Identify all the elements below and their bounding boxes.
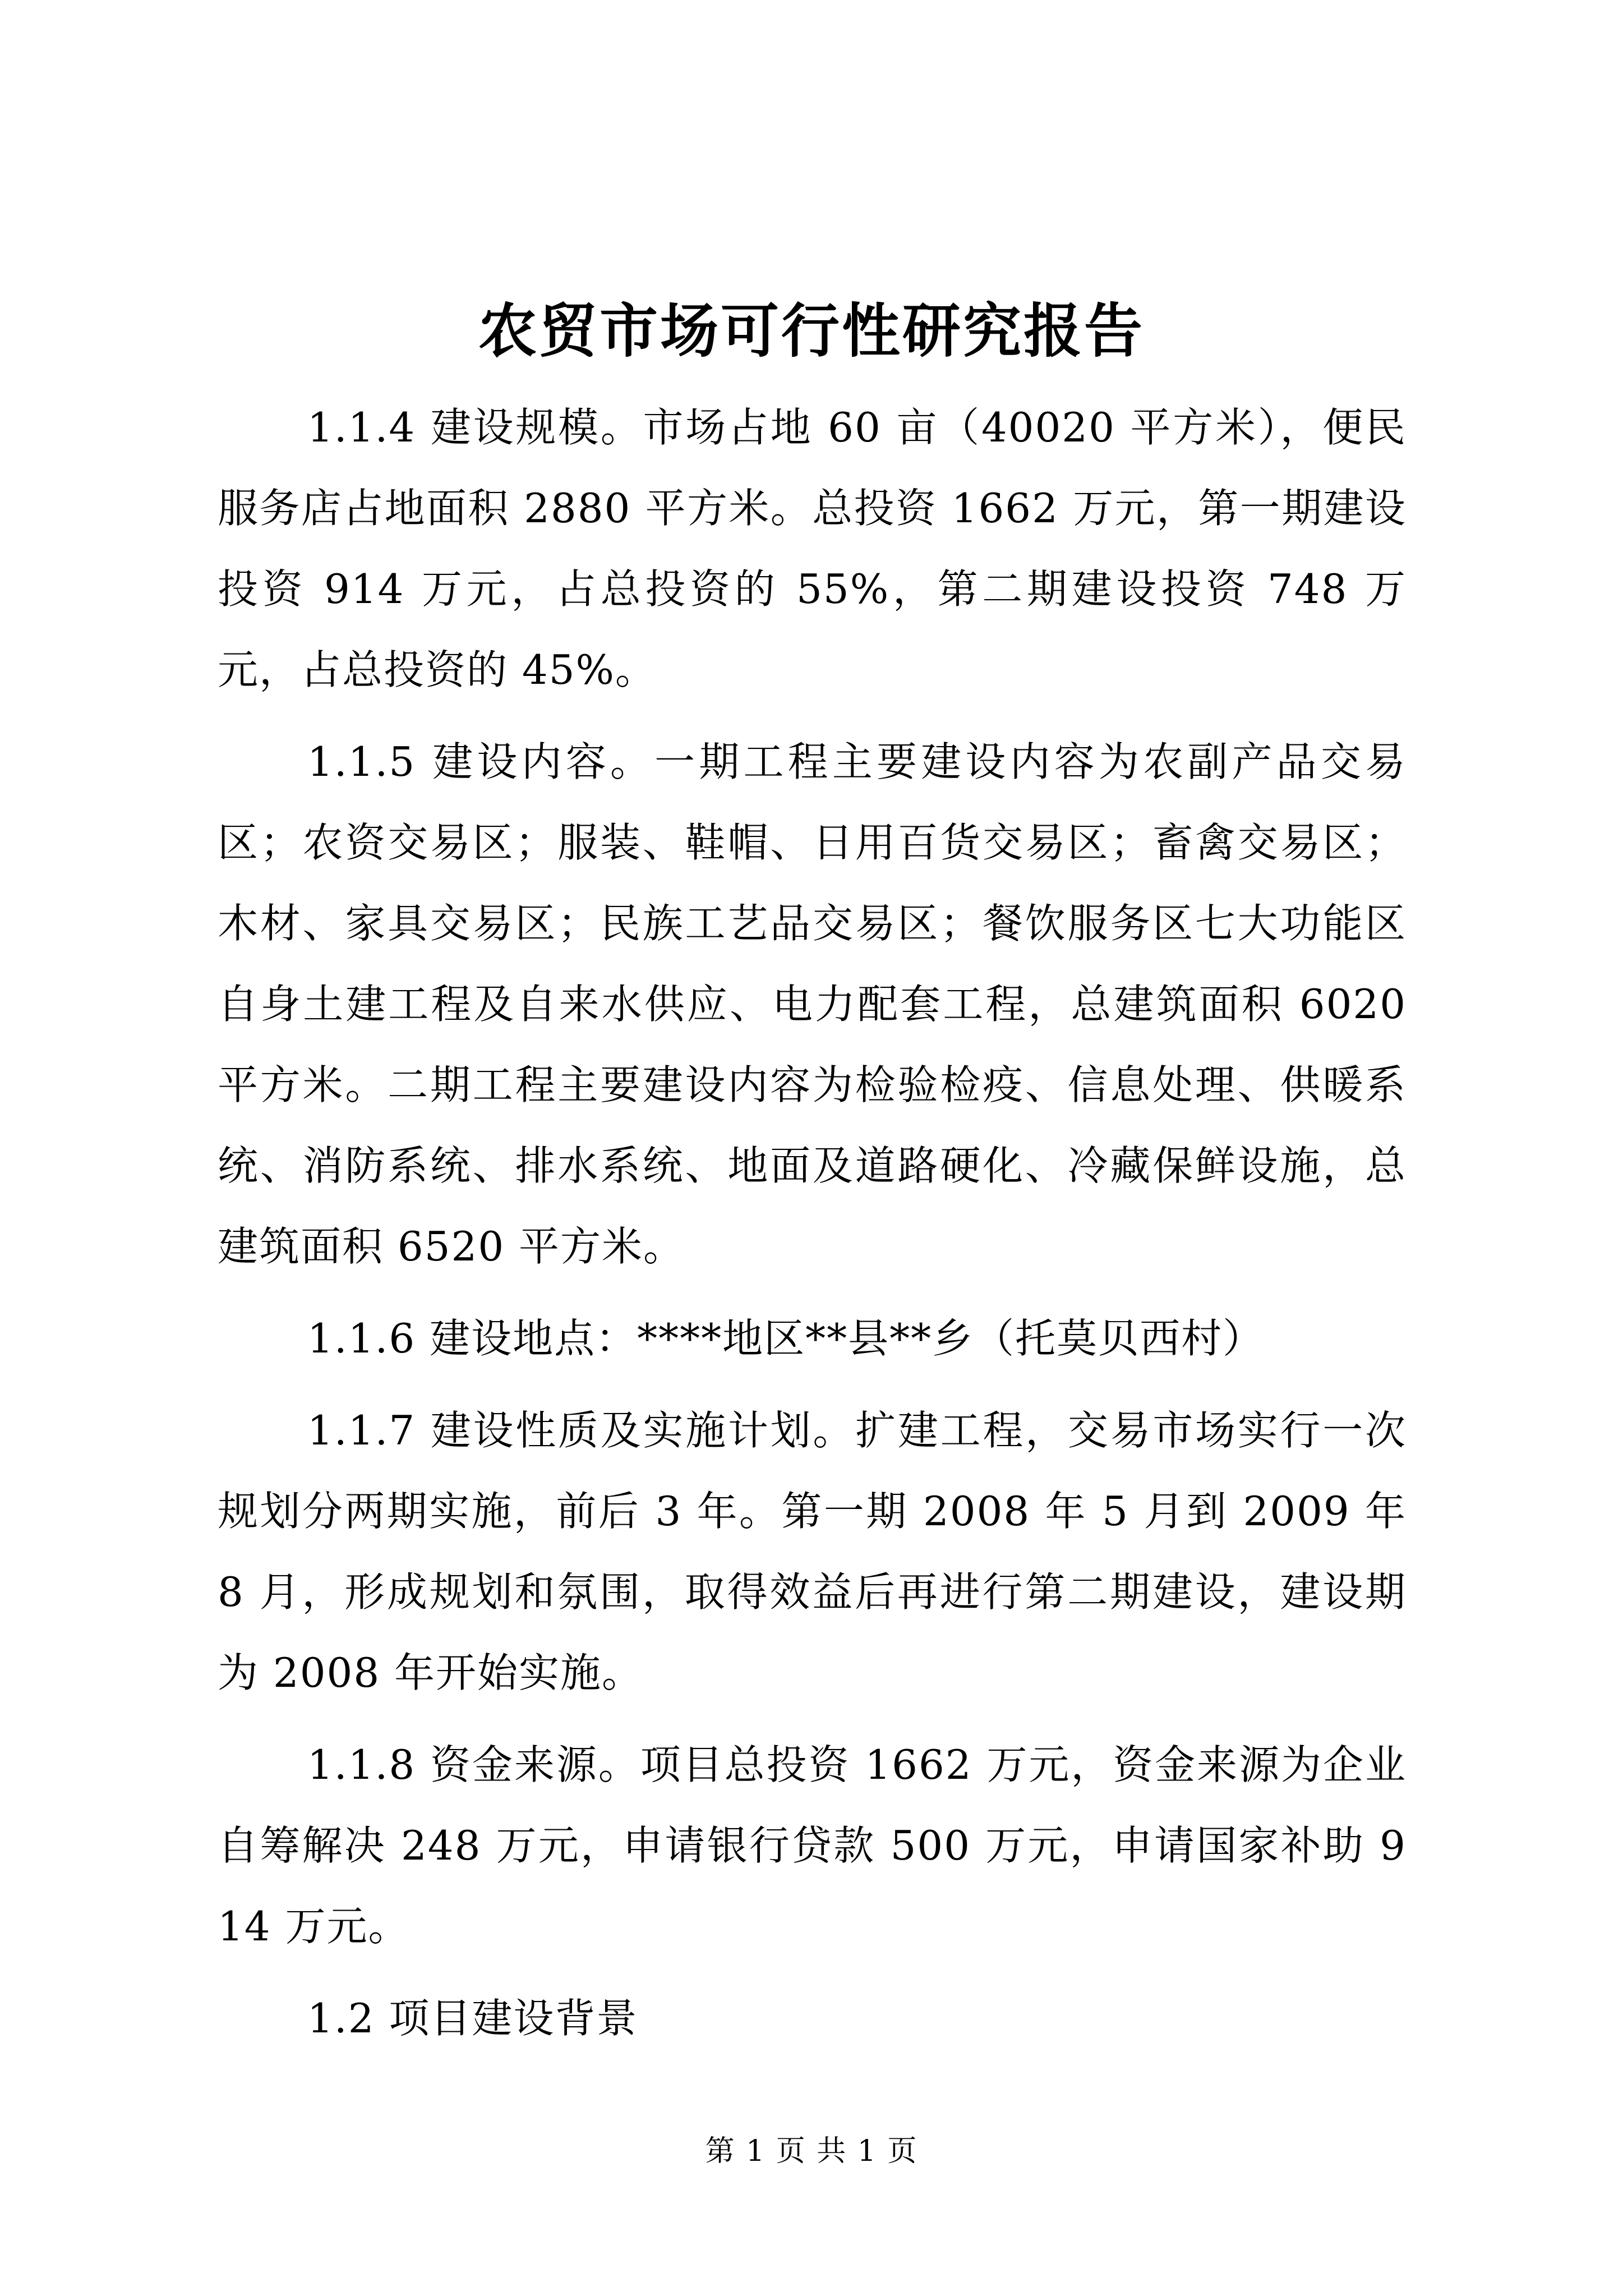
page-footer: 第 1 页 共 1 页 xyxy=(705,2134,918,2168)
document-title: 农贸市场可行性研究报告 xyxy=(478,296,1145,365)
paragraph-project-background: 1.2 项目建设背景 xyxy=(307,1995,638,2042)
paragraph-funding-source: 1.1.8 资金来源。项目总投资 1662 万元，资金来源为企业自筹解决 248 万元，申请银行贷款 500 万元，申请国家补助 914 万元。 xyxy=(218,1741,1407,1950)
document-body xyxy=(218,387,1407,2059)
paragraph-construction-content: 1.1.5 建设内容。一期工程主要建设内容为农副产品交易区；农资交易区；服装、鞋帽、日用百货交易区；畜禽交易区；木材、家具交易区；民族工艺品交易区；餐饮服务区七大功能区自身土建工程及自来水供应、电力配套工程，总建筑面积 6020 平方米。二期工程主要建设内容为检验检疫、信息处理、供暖系统、消防系统、排水系统、地面及道路硬化、冷藏保鲜设施，总建筑面积 6520 平方米。 xyxy=(218,738,1407,1270)
paragraph-construction-site: 1.1.6 建设地点：****地区**县**乡（托莫贝西村） xyxy=(307,1315,1265,1362)
paragraph-construction-scale: 1.1.4 建设规模。市场占地 60 亩（40020 平方米），便民服务店占地面积 2880 平方米。总投资 1662 万元，第一期建设投资 914 万元，占总投资的 55%，第二期建设投资 748 万元，占总投资的 45%。 xyxy=(218,404,1407,693)
paragraph-construction-plan: 1.1.7 建设性质及实施计划。扩建工程，交易市场实行一次规划分两期实施，前后 3 年。第一期 2008 年 5 月到 2009 年 8 月，形成规划和氛围，取得效益后再进行第二期建设，建设期为 2008 年开始实施。 xyxy=(218,1407,1407,1696)
